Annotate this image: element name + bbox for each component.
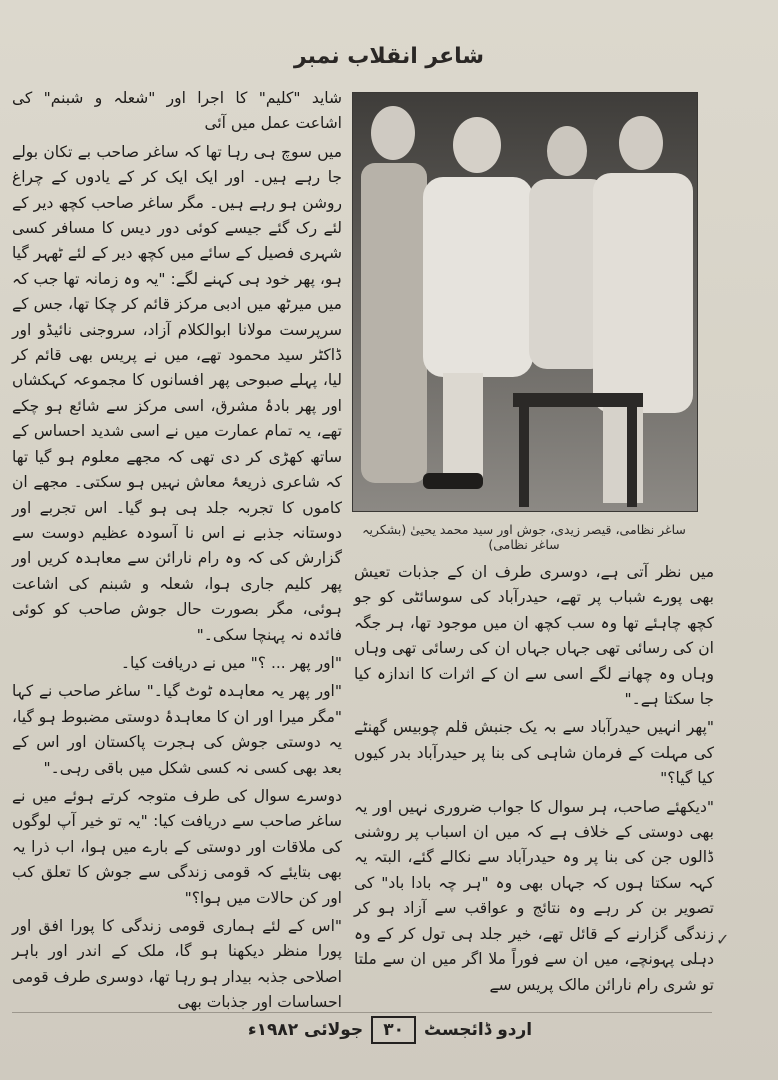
- paragraph: "پھر انہیں حیدرآباد سے بہ یک جنبش قلم چوبیس گھنٹے کی مہلت کے فرمان شاہی کی بنا پر حیدرآباد بدر کیوں کیا گیا؟": [354, 718, 714, 788]
- page-number: ۳۰: [371, 1016, 416, 1044]
- footer-divider: [12, 1012, 712, 1013]
- paragraph: "اس کے لئے ہماری قومی زندگی کا پورا افق اور پورا منظر دیکھنا ہو گا، ملک کے اندر اور باہر اصلاحی جذبہ بیدار ہو رہا تھا، دوسری طرف قومی احساسات اور جذبات بھی: [12, 917, 342, 1012]
- paragraph: میں سوچ ہی رہا تھا کہ ساغر صاحب بے تکان بولے جا رہے ہیں۔ اور ایک ایک کر کے یادوں کے چراغ روشن ہو رہے ہیں۔ مگر ساغر صاحب کچھ دیر کے لئے رک گئے جیسے کوئی دور دیس کا مسافر کسی شہری فصیل کے سائے میں کچھ دیر کے لئے ٹھہر گیا ہو، پھر خود ہی کہنے لگے: "یہ وہ زمانہ تھا جب کہ میں میرٹھ میں ادبی مرکز قائم کر چکا تھا، جس کے سرپرست مولانا ابوالکلام آزاد، سروجنی نائیڈو اور ڈاکٹر سید محمود تھے، میں نے پریس بھی قائم کر لیا، پہلے صبوحی پھر افسانوں کا مجموعہ کہکشاں اور پھر بادۂ مشرق، اسی مرکز سے شائع ہو چکے تھے، یہ تمام عمارت میں نے اسی شدید احساس کے ساتھ کھڑی کر دی تھی کہ مجھے معلوم ہو گیا تھا کہ شاعری ذریعۂ معاش نہیں ہو سکتی۔ مجھے ان کاموں کا تجربہ جلد ہی ہو گیا۔ اس تجربے اور دوستانہ جذبے نے اس نا آسودہ عظیم دوست سے گزارش کی کہ وہ رام نارائن سے معاہدہ کریں اور پھر کلیم جاری ہوا، شعلہ و شبنم کی اشاعت ہوئی، مگر بصورت حال جوش صاحب کو کوئی فائدہ نہ پہنچا سکی۔": [12, 142, 342, 644]
- right-article-column: [354, 560, 714, 1030]
- left-article-column: [12, 86, 342, 1012]
- footer-issue-date: جولائی ۱۹۸۲ء: [247, 1020, 364, 1040]
- page-footer: [240, 1016, 540, 1044]
- group-photograph: [352, 92, 698, 512]
- paragraph: "دیکھئے صاحب، ہر سوال کا جواب ضروری نہیں اور یہ بھی دوستی کے خلاف ہے کہ میں ان اسباب پر روشنی ڈالوں جن کی بنا پر وہ حیدرآباد سے نکالے گئے، البتہ یہ کہہ سکتا ہوں کہ جہاں بھی وہ "ہر چہ بادا باد" کی تصویر بن کر رہے وہ نتائج و عواقب سے آزاد ہو کر زندگی گزارنے کے قائل تھے، خیر جلد ہی تول کر کے وہ دہلی پہونچے، میں ان سے فوراً ملا اگر میں ان سے ملتا تو شری رام نارائن مالک پریس سے: [354, 797, 714, 994]
- margin-mark: ✓: [716, 930, 730, 949]
- paragraph: دوسرے سوال کی طرف متوجہ کرتے ہوئے میں نے ساغر صاحب سے دریافت کیا: "یہ تو خیر آپ لوگوں کی ملاقات اور دوستی کے بارے میں ہوا، اب ذرا یہ بھی بتایئے کہ قومی زندگی سے جوش کا تعلق کب اور کن حالات میں ہوا؟": [12, 786, 342, 907]
- paragraph: "اور پھر ... ؟" میں نے دریافت کیا۔: [120, 653, 342, 672]
- photo-caption: ساغر نظامی، قیصر زیدی، جوش اور سید محمد یحییٰ (بشکریہ ساغر نظامی): [362, 522, 686, 552]
- page-title: شاعر انقلاب نمبر: [293, 44, 485, 69]
- paragraph: شاید "کلیم" کا اجرا اور "شعلہ و شبنم" کی اشاعت عمل میں آئی: [12, 89, 342, 133]
- paragraph: میں نظر آتی ہے، دوسری طرف ان کے جذبات تعیش بھی پورے شباب پر تھے، حیدرآباد کی سوسائٹی کو جو کچھ چاہئے تھا وہ سب کچھ ان میں موجود تھا، ہر جگہ ان کی رسائی تھی جہاں جہاں ان کی رسائی تھی وہاں وہاں وہ چھانے لگے اسی سے ان کے اثرات کا اندازہ کیا جا سکتا ہے۔": [354, 563, 714, 709]
- paragraph: "اور پھر یہ معاہدہ ٹوٹ گیا۔" ساغر صاحب نے کہا "مگر میرا اور ان کا معاہدۂ دوستی مضبوط ہو گیا، یہ دوستی جوش کی ہجرت پاکستان اور اس کے بعد بھی کسی نہ کسی شکل میں باقی رہی۔": [12, 682, 342, 777]
- photo-figures: [353, 93, 697, 511]
- footer-magazine-name: اردو ڈائجسٹ: [423, 1020, 533, 1040]
